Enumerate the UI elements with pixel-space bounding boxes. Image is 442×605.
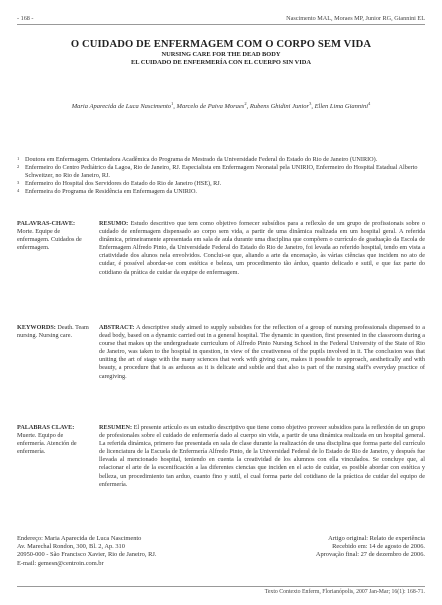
keywords-text: Death. Team nursing. Nursing care. <box>17 324 89 340</box>
address-line: Endereço: Maria Aparecida de Luca Nascimento <box>17 535 142 542</box>
email-line: E-mail: gemesn@centroin.com.br <box>17 559 104 567</box>
affiliation-item <box>17 188 425 196</box>
author-name: Ellen Lima Giannini <box>314 103 369 111</box>
abstract-label: ABSTRACT: <box>99 324 135 331</box>
address-line: Av. Marechal Rondon, 300, Bl. 2, Ap. 310 <box>17 543 125 551</box>
keywords-spanish <box>17 424 90 456</box>
abstract-portuguese <box>99 220 425 277</box>
info-line: Aprovação final: 27 de dezembro de 2006. <box>315 551 425 559</box>
affiliations <box>17 156 425 196</box>
running-authors: Nascimento MAL, Moraes MP, Junior RG, Giannini EL <box>286 15 425 22</box>
footer-rule <box>17 586 425 587</box>
author-list: Maria Aparecida de Luca Nascimento$^1$, Marcelo de Paiva Moraes$^2$, Rubens Ghidini Junior$^3$, Ellen Lima Giannini$^4$ <box>71 101 371 111</box>
header-rule <box>17 24 425 25</box>
journal-citation: Texto Contexto Enferm, Florianópolis, 2007 Jan-Mar; 16(1): 168-71. <box>264 589 425 595</box>
affiliation-text: Doutora em Enfermagem. Orientadora Acadêmica do Programa de Mestrado da Universidade Federal do Estado do Rio de Janeiro (UNIRIO). <box>25 156 378 163</box>
title-portuguese: O CUIDADO DE ENFERMAGEM COM O CORPO SEM VIDA <box>70 39 372 50</box>
affiliation-number: 3 <box>17 180 20 185</box>
article-info <box>225 535 425 560</box>
affiliation-item <box>17 180 425 188</box>
page-number: - 168 - <box>17 15 34 22</box>
affiliation-number: 2 <box>17 164 20 169</box>
affiliation-number: 4 <box>17 188 20 193</box>
affiliation-text: Enfermeiro do Centro Pediátrico da Lagoa, Rio de Janeiro, RJ. Especialista em Enfermagem Neonatal pela UNIRIO, Enfermeiro do Hospital Estadual Alberto Schweitzer, no Rio de Janeiro, RJ. <box>25 164 418 179</box>
abstract-spanish <box>99 424 425 489</box>
section-spanish <box>17 424 425 524</box>
keywords-label: PALABRAS CLAVE: <box>17 424 75 431</box>
author-name: Maria Aparecida de Luca Nascimento <box>71 103 172 111</box>
affiliation-text: Enfermeiro do Hospital dos Servidores do Estado do Rio de Janeiro (HSE), RJ. <box>25 180 222 187</box>
abstract-text: El presente artículo es un estudio descriptivo que tiene como objetivo proveer subsidios para la reflexión de un grupo de profesionales sobre el cuidado de enfermería dado al cuerpo sin vida, a partir de una dinámica realizada en un hospital general. La referida dinámica, primero fue presentada en sala de clase durante la realización de una disciplina que forma parte del currículo de licenciatura de la Escuela de Enfermería Alfredo Pinto, de la Universidad Federal de lo Estado de Rio de Janeiro, y después fue llevada al mencionado hospital, teniendo en cuenta la creatividad de los alumnos con ella vinculados. Se concluye que, al relacionar el arte de la escenificación a las diferentes ciencias que inciden en el acto de cuidar, es posible abordar con estética y belleza, un procedimiento tan arduo, cuanto fino y sutil, el cual forma parte del cotidiano de la práctica de cuidar del equipo de enfermería. <box>99 424 426 488</box>
title-spanish: EL CUIDADO DE ENFERMERÍA CON EL CUERPO SIN VIDA <box>131 59 311 66</box>
affiliation-text: Enfermeira do Programa de Residência em Enfermagem da UNIRIO. <box>25 188 197 195</box>
affiliation-item <box>17 156 425 164</box>
keywords-english <box>17 324 90 340</box>
author-name: Marcelo de Paiva Moraes <box>176 103 245 111</box>
section-portuguese <box>17 220 425 310</box>
keywords-text: Morte. Equipe de enfermagem. Cuidados de enfermagem. <box>17 228 82 252</box>
abstract-text: Estudo descritivo que tem como objetivo fornecer subsídios para a reflexão de um grupo de profissionais sobre o cuidado de enfermagem dispensado ao corpo sem vida, a partir de uma dinâmica realizada em um hospital geral. A referida dinâmica, primeiramente apresentada em sala de aula durante uma disciplina que compõem o currículo de graduação da Escola de Enfermagem Alfredo Pinto, da Universidade Federal do Estado do Rio de Janeiro, foi levada ao referido hospital, tendo em vista a criatividade dos alunos nela envolvidos. Conclui-se que, aliando a arte da encenação, às várias ciências que incidem no ato de cuidar, é possível abordar-se com estética e beleza, um procedimento tão árduo, quanto delicado e sutil, e que faz parte do cotidiano da prática de cuidar da equipe de enfermagem. <box>99 220 425 276</box>
author-sup: 1 <box>171 101 174 106</box>
affiliation-item <box>17 164 425 180</box>
section-english <box>17 324 425 414</box>
abstract-english <box>99 324 425 381</box>
keywords-text: Muerte. Equipo de enfermería. Atención de enfermería. <box>17 432 77 456</box>
info-line: Recebido em: 14 de agosto de 2006. <box>332 543 425 551</box>
author-name: Rubens Ghidini Junior <box>249 103 310 111</box>
keywords-portuguese <box>17 220 90 252</box>
author-sup: 2 <box>244 101 247 106</box>
keywords-label: KEYWORDS: <box>17 324 56 331</box>
correspondence-address <box>17 535 247 568</box>
info-line: Artigo original: Relato de experiência <box>328 535 425 542</box>
author-sup: 4 <box>368 101 371 106</box>
affiliation-number: 1 <box>17 156 20 161</box>
address-line: 20950-000 - São Francisco Xavier, Rio de Janeiro, RJ. <box>17 551 157 559</box>
abstract-label: RESUMO: <box>99 220 129 227</box>
keywords-label: PALAVRAS-CHAVE: <box>17 220 76 227</box>
author-sup: 3 <box>309 101 312 106</box>
title-english: NURSING CARE FOR THE DEAD BODY <box>161 51 281 58</box>
title-block <box>17 39 425 67</box>
abstract-text: A descriptive study aimed to supply subsidies for the reflection of a group of nursing professionals dispensed to a dead body, based on a dynamic carried out in a general hospital. The dynamic in question, first presented in the classroom during a course that makes up the undergraduate curriculum of Alfredo Pinto Nursing School in the Federal University of the State of Rio de Janeiro, was taken to the hospital in question, in view of the creativeness of the pupils involved in it. The conclusion was that uniting the art of stage with the many sciences that work with giving care, makes it possible to approach, aesthetically and with beauty, a procedure that is as arduous as it is delicate and subtle and that also is part of the nursing staff's everyday practice of caregiving. <box>99 324 425 380</box>
abstract-label: RESUMEN: <box>99 424 133 431</box>
